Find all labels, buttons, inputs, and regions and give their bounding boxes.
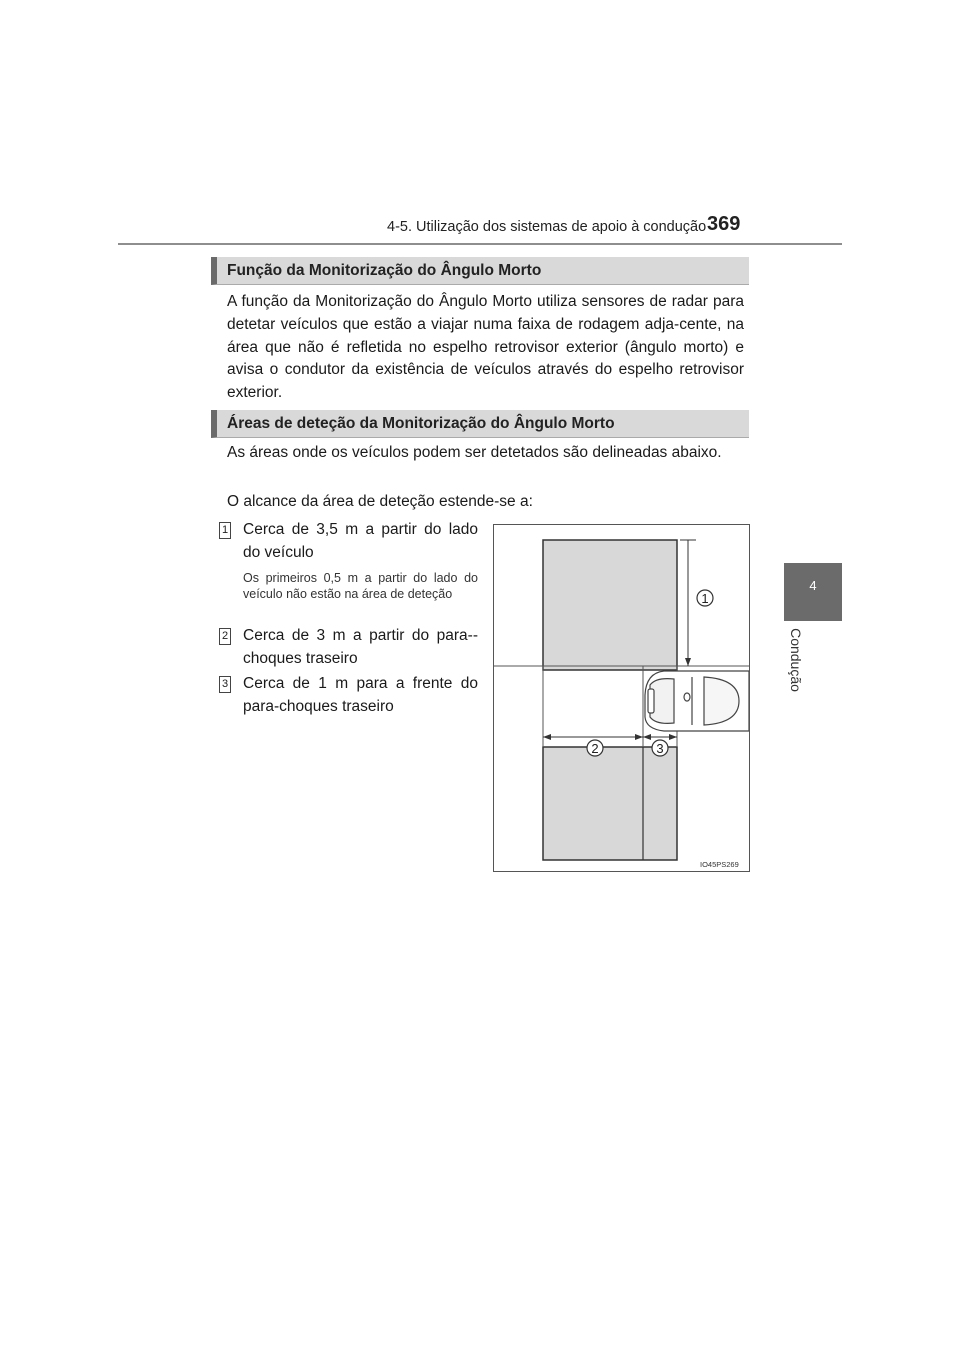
rear-detection-zone [543,747,677,860]
section-heading-function: Função da Monitorização do Ângulo Morto [211,257,749,285]
dimension-1-arrowhead [685,658,691,666]
detection-area-diagram [493,524,750,872]
page-number: 369 [707,213,741,235]
item-text-2: Cerca de 3 m a partir do para--choques traseiro [243,627,478,667]
detection-area-illustration [494,525,749,871]
item-number-1: 1 [219,522,231,539]
chapter-number: 4 [809,578,817,593]
detection-paragraph: As áreas onde os veículos podem ser detetados são delineadas abaixo. [227,444,722,461]
running-header: 4-5. Utilização dos sistemas de apoio à condução [387,219,707,235]
item-text-3: Cerca de 1 m para a frente do para-choques traseiro [243,675,478,715]
svg-text:2: 2 [591,741,599,756]
item-number-3: 3 [219,676,231,693]
function-paragraph: A função da Monitorização do Ângulo Morto utiliza sensores de radar para detetar veículos que estão a viajar numa faixa de rodagem adja-cente, na área que não é refletida no espelho retrovisor exterior (ângulo morto) e avisa o condutor da existência de veículos através do espelho retrovisor exterior. [227,293,744,402]
item-number-2: 2 [219,628,231,645]
image-code: IO45PS269 [700,860,739,869]
callout-1-icon [697,590,713,606]
callout-3-icon [652,740,668,756]
car-icon [645,671,749,731]
section-heading-detection-areas: Áreas de deteção da Monitorização do Ângulo Morto [211,410,749,438]
range-intro: O alcance da área de deteção estende-se a: [227,493,533,510]
chapter-label: Condução [788,628,804,692]
callout-2-icon [587,740,603,756]
svg-text:1: 1 [701,591,709,606]
svg-text:3: 3 [656,741,664,756]
side-detection-zone [543,540,677,670]
header-rule [118,243,842,245]
item-text-1: Cerca de 3,5 m a partir do lado do veículo [243,521,478,561]
item-note-1: Os primeiros 0,5 m a partir do lado do veículo não estão na área de deteção [243,571,478,601]
